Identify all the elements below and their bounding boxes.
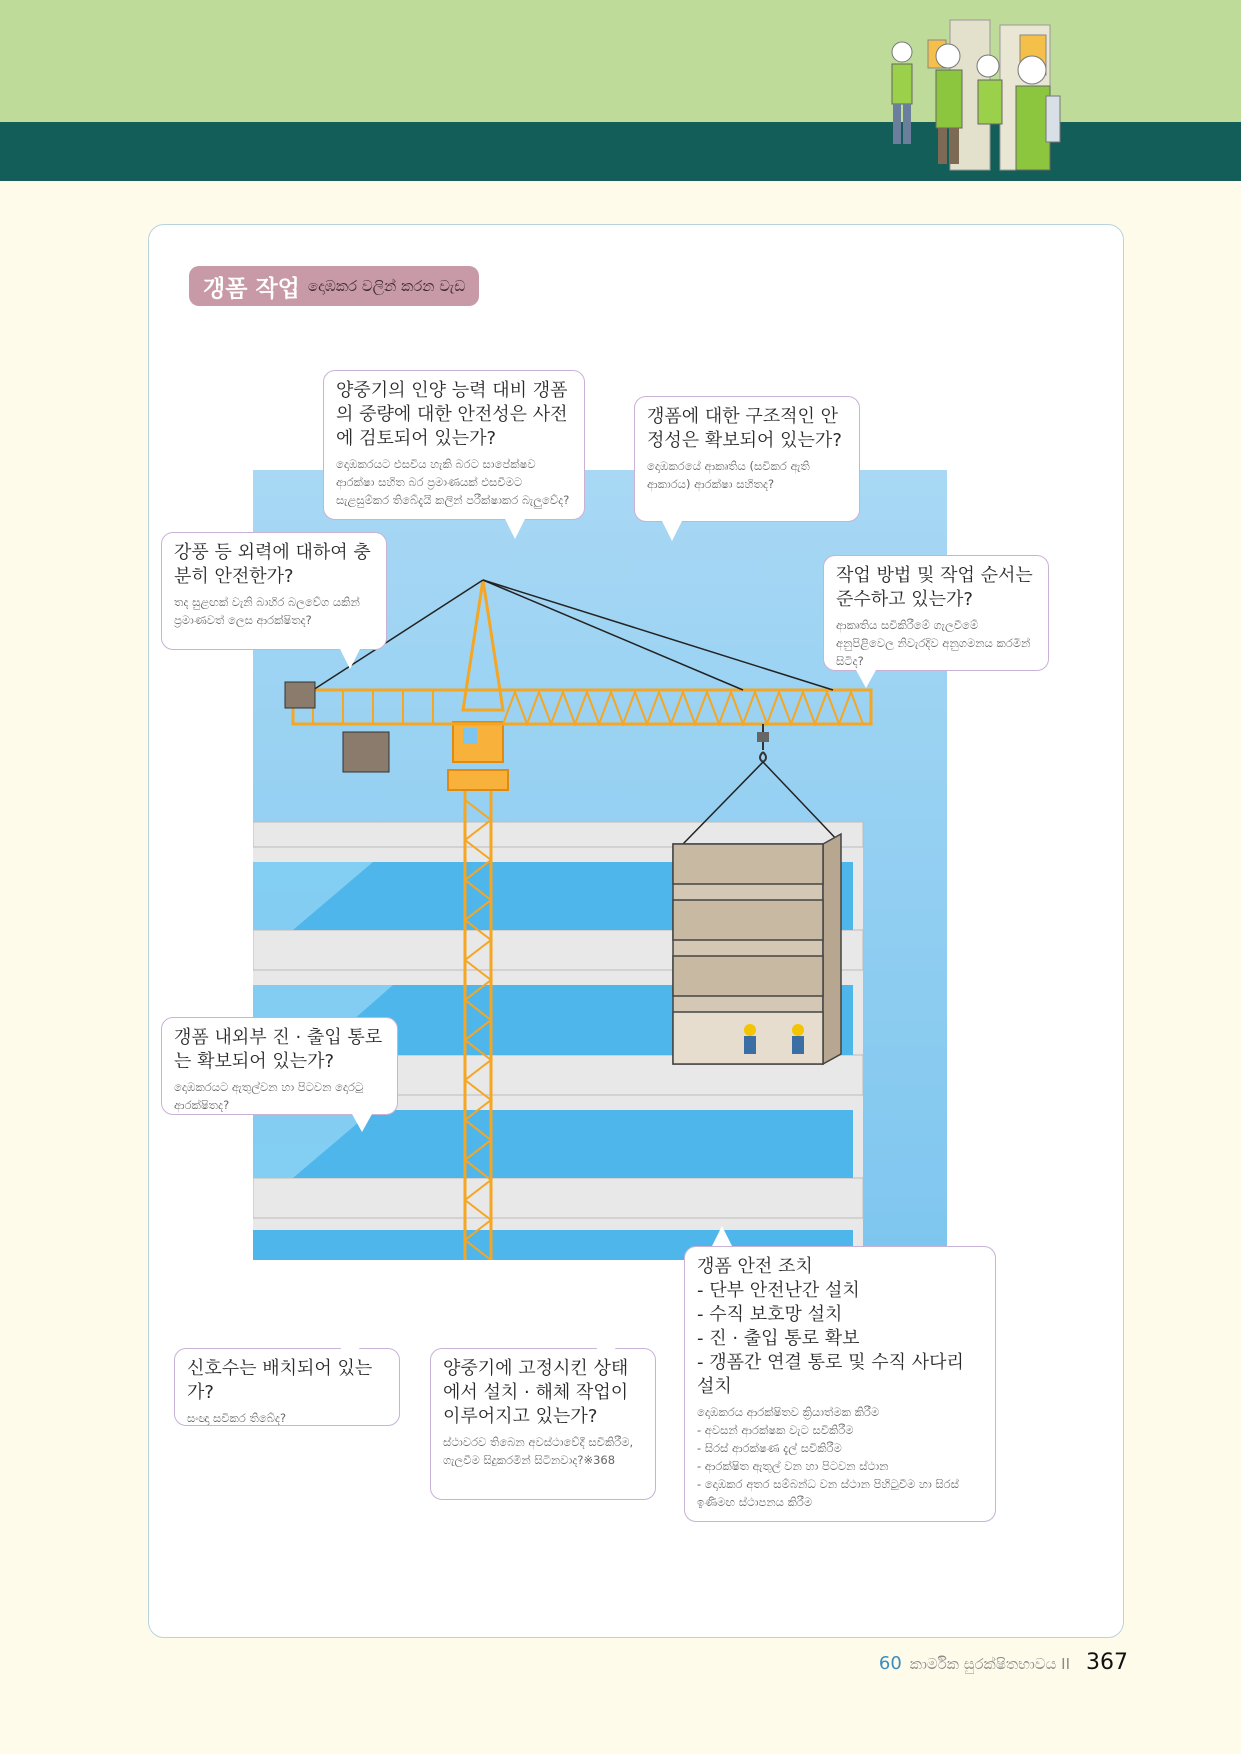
bubble-tail <box>505 519 525 539</box>
bubble-si: දොඹකරයේ ආකෘතිය (සවිකර ඇති ආකාරය) ආරක්ෂා සහිතද? <box>647 459 810 491</box>
workers-illustration <box>880 10 1100 182</box>
measure-item-ko: - 수직 보호망 설치 <box>697 1304 843 1325</box>
bubble-si: ස්ථාවරව තිබෙන අවස්ථාවේදී සවිකිරීම, ගැලවීම සිදුකරමින් සිටිනවාද?※368 <box>443 1435 634 1467</box>
bubble-ko: 신호수는 배치되어 있는가? <box>187 1358 373 1403</box>
page-number: 367 <box>1086 1650 1128 1675</box>
bubble-signalman <box>174 1348 400 1426</box>
measures-title-si: දොඹකරය ආරක්ෂිතව ක්‍රියාත්මක කිරීම <box>697 1405 880 1419</box>
bubble-tail <box>712 1226 732 1246</box>
measure-item-si: - ආරක්ෂිත ඇතුල් වන හා පිටවන ස්ථාන <box>697 1459 889 1473</box>
measure-item-si: - දොඹකර අතර සම්බන්ධ වන ස්ථාන පිහිටුවීම හා සිරස් ඉණිමඟ ස්ථාපනය කිරීම <box>697 1477 959 1509</box>
page-footer <box>879 1650 1128 1675</box>
bubble-lifting-capacity <box>323 370 585 520</box>
bubble-ko: 갱폼 내외부 진 · 출입 통로는 확보되어 있는가? <box>174 1027 383 1072</box>
bubble-tail <box>662 521 682 541</box>
section-title-si: දොඹකර වලින් කරන වැඩ <box>307 277 466 295</box>
measure-item-ko: - 갱폼간 연결 통로 및 수직 사다리 설치 <box>697 1352 964 1397</box>
bubble-safety-measures <box>684 1246 996 1522</box>
measure-item-si: - සිරස් ආරක්ෂණ දැල් සවිකිරීම <box>697 1441 842 1455</box>
bubble-si: ආකෘතිය සවිකිරීමේ ගැලවීමේ අනුපිළිවෙල නිවැරදිව අනුගමනය කරමින් සිටිද? <box>836 618 1031 668</box>
bubble-si: දොඹකරයට එසවිය හැකි බරට සාපේක්ෂව ආරක්ෂා සහිත බර ප්‍රමාණයක් එසවීමට සැළසුම්කර තිබේදැයි කලින් පරීක්ෂාකර බැලුවේද? <box>336 457 570 507</box>
bubble-si: තද සුළඟක් වැනි බාහිර බලවේග යකින් ප්‍රමාණවත් ලෙස ආරක්ෂිතද? <box>174 595 360 627</box>
bubble-si: දොඹකරයට ඇතුල්වන හා පිටවන දොරටු ආරක්ෂිතද? <box>174 1080 364 1112</box>
bubble-tail <box>856 670 876 688</box>
bubble-ko: 강풍 등 외력에 대하여 충분히 안전한가? <box>174 542 371 587</box>
section-title-ko: 갱폼 작업 <box>203 275 300 302</box>
bubble-ko: 양중기에 고정시킨 상태에서 설치 · 해체 작업이 이루어지고 있는가? <box>443 1358 629 1427</box>
bubble-ko: 작업 방법 및 작업 순서는 준수하고 있는가? <box>836 565 1033 610</box>
bubble-tail <box>340 1330 360 1350</box>
bubble-access-passage <box>161 1017 398 1115</box>
measures-title-ko: 갱폼 안전 조치 <box>697 1256 813 1277</box>
bubble-ko: 갱폼에 대한 구조적인 안정성은 확보되어 있는가? <box>647 406 842 451</box>
measure-item-ko: - 단부 안전난간 설치 <box>697 1280 860 1301</box>
bubble-fixed-installation <box>430 1348 656 1500</box>
bubble-si: සංඥා සවිකර තිබේද? <box>187 1411 287 1425</box>
chapter-number: 60 <box>878 1653 902 1674</box>
bubble-structural-stability <box>634 396 860 522</box>
bubble-strong-wind <box>161 532 387 650</box>
measure-item-si: - අවසන් ආරක්ෂක වැට සවිකිරීම <box>697 1423 854 1437</box>
bubble-tail <box>352 1114 372 1132</box>
bubble-ko: 양중기의 인양 능력 대비 갱폼의 중량에 대한 안전성은 사전에 검토되어 있는가? <box>336 380 568 449</box>
measure-item-ko: - 진 · 출입 통로 확보 <box>697 1328 860 1349</box>
bubble-work-method <box>823 555 1049 671</box>
section-title <box>189 266 479 306</box>
bubble-tail <box>596 1330 616 1350</box>
bubble-tail <box>340 649 360 669</box>
book-title: කාර්මික සුරක්ෂිතභාවය II <box>909 1655 1070 1673</box>
